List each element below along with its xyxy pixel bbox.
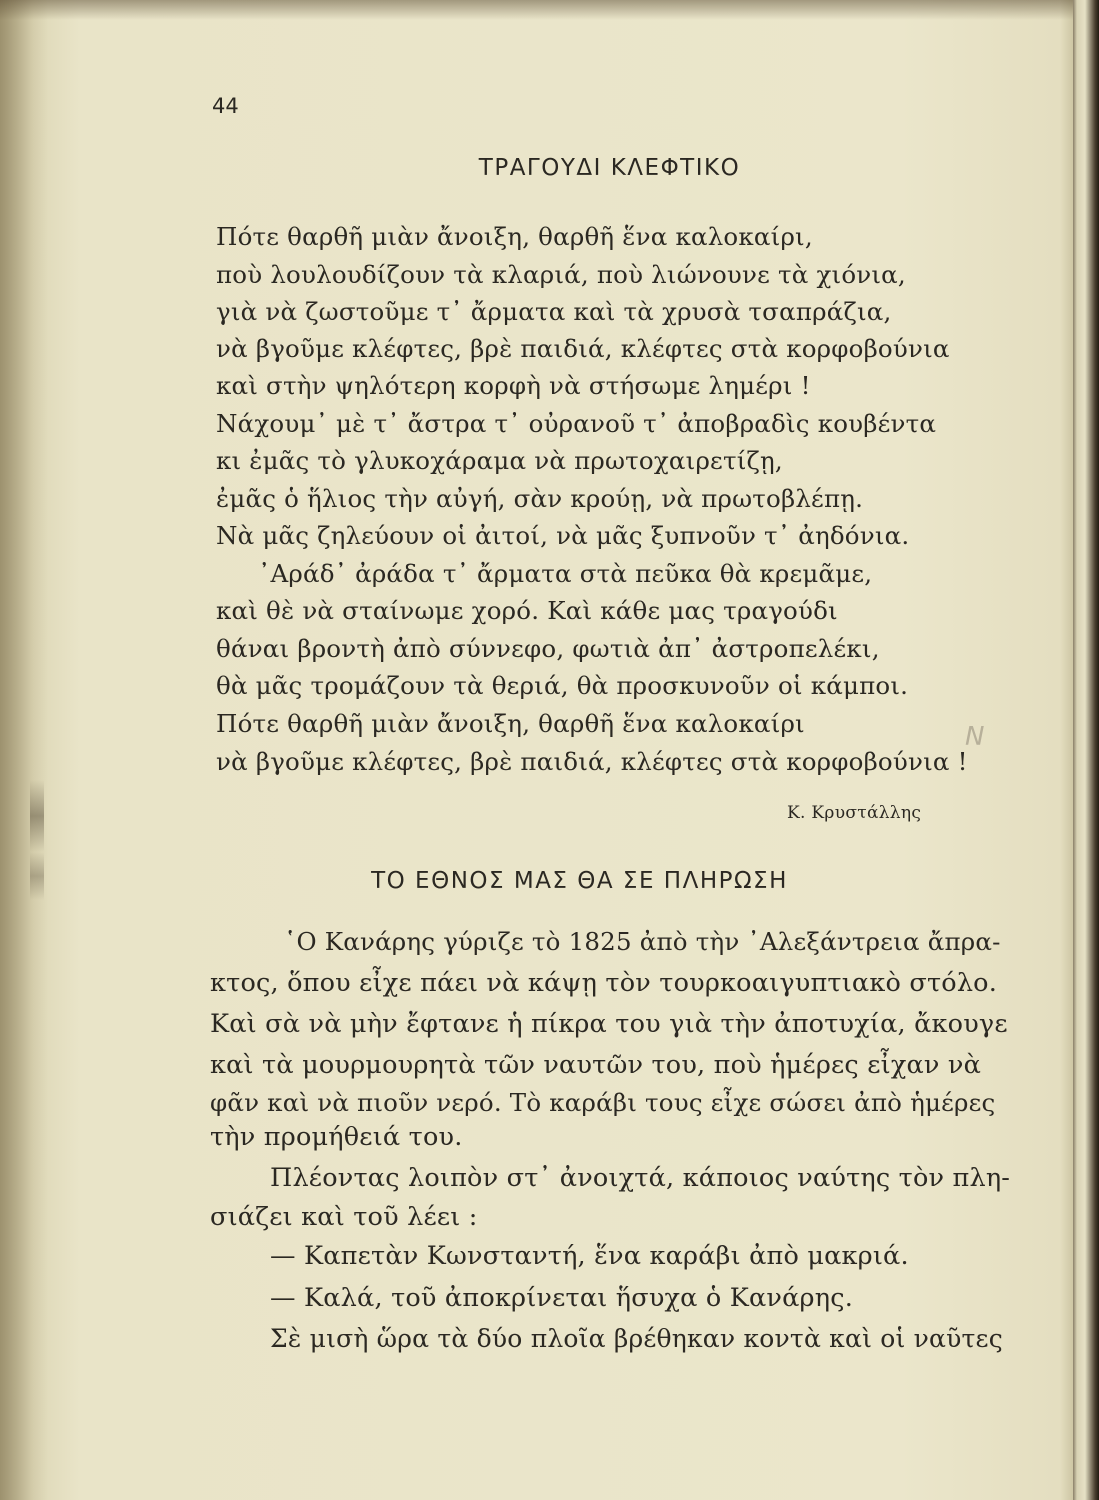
story-line: τὴν προμήθειά του. xyxy=(210,1122,463,1152)
page-edge xyxy=(1073,0,1099,1500)
poem-line: θὰ μᾶς τρομάζουν τὰ θεριά, θὰ προσκυνοῦν οἱ κάμποι. xyxy=(216,671,909,700)
poem-line: κι ἐμᾶς τὸ γλυκοχάραμα νὰ πρωτοχαιρετίζῃ, xyxy=(216,446,783,475)
poem-line: καὶ θὲ νὰ σταίνωμε χορό. Καὶ κάθε μας τραγούδι xyxy=(216,596,838,625)
story-line: σιάζει καὶ τοῦ λέει : xyxy=(210,1202,478,1232)
poem-line: καὶ στὴν ψηλότερη κορφὴ νὰ στήσωμε λημέρι ! xyxy=(216,371,811,400)
story-line: Πλέοντας λοιπὸν στ᾽ ἀνοιχτά, κάποιος ναύτης τὸν πλη- xyxy=(270,1163,1011,1193)
story-line: ῾Ο Κανάρης γύριζε τὸ 1825 ἀπὸ τὴν ᾽Αλεξάντρεια ἄπρα- xyxy=(284,927,1001,956)
pencil-annotation: Ν xyxy=(965,722,985,752)
poem-author: Κ. Κρυστάλλης xyxy=(787,803,922,823)
poem-line: ᾽Αράδ᾽ ἀράδα τ᾽ ἄρματα στὰ πεῦκα θὰ κρεμᾶμε, xyxy=(258,559,873,588)
poem-line: θάναι βροντὴ ἀπὸ σύννεφο, φωτιὰ ἀπ᾽ ἀστροπελέκι, xyxy=(216,634,880,663)
poem-line: ποὺ λουλουδίζουν τὰ κλαριά, ποὺ λιώνουνε τὰ χιόνια, xyxy=(216,260,906,289)
poem-line: Πότε θαρθῆ μιὰν ἄνοιξη, θαρθῆ ἕνα καλοκαίρι, xyxy=(216,222,813,251)
spine-shadow xyxy=(0,0,48,1500)
story-line: — Καπετὰν Κωνσταντή, ἕνα καράβι ἀπὸ μακριά. xyxy=(270,1241,909,1271)
poem-line: Πότε θαρθῆ μιὰν ἄνοιξη, θαρθῆ ἕνα καλοκαίρι xyxy=(216,709,805,738)
story-line: κτος, ὅπου εἶχε πάει νὰ κάψῃ τὸν τουρκοαιγυπτιακὸ στόλο. xyxy=(210,968,998,998)
poem-title: ΤΡΑΓΟΥΔΙ ΚΛΕΦΤΙΚΟ xyxy=(478,155,741,181)
page-number: 44 xyxy=(212,94,239,118)
poem-line: νὰ βγοῦμε κλέφτες, βρὲ παιδιά, κλέφτες στὰ κορφοβούνια ! xyxy=(216,747,968,776)
poem-line: ἐμᾶς ὁ ἥλιος τὴν αὐγή, σὰν κρούῃ, νὰ πρωτοβλέπῃ. xyxy=(216,484,864,513)
story-line: καὶ τὰ μουρμουρητὰ τῶν ναυτῶν του, ποὺ ἡμέρες εἶχαν νὰ xyxy=(210,1050,982,1080)
story-line: — Καλά, τοῦ ἀποκρίνεται ἥσυχα ὁ Κανάρης. xyxy=(270,1283,854,1313)
story-line: Σὲ μισὴ ὥρα τὰ δύο πλοῖα βρέθηκαν κοντὰ καὶ οἱ ναῦτες xyxy=(270,1324,1003,1353)
poem-line: νὰ βγοῦμε κλέφτες, βρὲ παιδιά, κλέφτες στὰ κορφοβούνια xyxy=(216,334,950,363)
poem-line: Νάχουμ᾽ μὲ τ᾽ ἄστρα τ᾽ οὐρανοῦ τ᾽ ἀποβραδὶς κουβέντα xyxy=(216,409,937,438)
poem-line: γιὰ νὰ ζωστοῦμε τ᾽ ἄρματα καὶ τὰ χρυσὰ τσαπράζια, xyxy=(216,297,892,326)
top-edge-shadow xyxy=(0,0,1099,20)
story-line: Καὶ σὰ νὰ μὴν ἔφτανε ἡ πίκρα του γιὰ τὴν ἀποτυχία, ἄκουγε xyxy=(210,1009,1008,1039)
story-line: φᾶν καὶ νὰ πιοῦν νερό. Τὸ καράβι τους εἶχε σώσει ἀπὸ ἡμέρες xyxy=(210,1088,996,1117)
story-title: ΤΟ ΕΘΝΟΣ ΜΑΣ ΘΑ ΣΕ ΠΛΗΡΩΣΗ xyxy=(371,868,788,894)
poem-line: Νὰ μᾶς ζηλεύουν οἱ ἀιτοί, νὰ μᾶς ξυπνοῦν τ᾽ ἀηδόνια. xyxy=(216,521,910,550)
